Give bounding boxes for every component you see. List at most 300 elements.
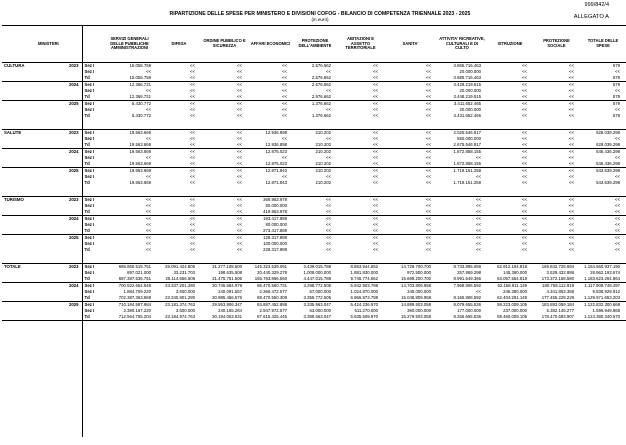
value-cell: <<: [189, 94, 196, 99]
value-cell: <<: [487, 130, 533, 137]
value-cell: <<: [580, 235, 626, 242]
value-cell: <<: [325, 228, 332, 233]
value-cell: 710.184.587.984: [102, 302, 157, 309]
value-cell: 165.763.866.560: [254, 276, 288, 281]
value-cell: <<: [425, 174, 432, 179]
value-cell: <<: [102, 197, 157, 204]
year-cell: 2024: [66, 149, 82, 156]
value-cell: 14.889.503.058: [384, 302, 437, 309]
value-cell: <<: [325, 107, 332, 112]
value-cell: <<: [568, 228, 575, 233]
section-type: Sez I: [82, 130, 102, 137]
value-cell: <<: [372, 107, 379, 112]
section-type: Td: [82, 180, 102, 186]
value-cell: 23.181.374.763: [157, 302, 201, 309]
value-cell: <<: [293, 197, 337, 204]
value-cell: 1.129.971.653.203: [584, 295, 621, 300]
value-cell: <<: [325, 203, 332, 208]
value-cell: <<: [568, 75, 575, 80]
section-type: Td: [82, 209, 102, 216]
value-cell: <<: [337, 168, 384, 175]
value-cell: <<: [372, 241, 379, 246]
value-cell: <<: [281, 107, 288, 112]
value-cell: <<: [201, 101, 248, 108]
table-row: [2, 314, 626, 321]
value-cell: 20.000.000: [459, 69, 482, 74]
value-cell: 390.000.000: [407, 308, 432, 313]
value-cell: <<: [568, 113, 575, 118]
value-cell: 8.256.655.536: [437, 314, 487, 321]
value-cell: 50.000.000: [265, 203, 288, 208]
section-type: Sez I: [82, 82, 102, 89]
value-cell: 9.838.929.912: [592, 289, 621, 294]
value-cell: <<: [533, 149, 580, 156]
section-type: Sez I: [82, 222, 102, 228]
ministry-name: TURISMO: [2, 197, 66, 204]
value-cell: <<: [475, 289, 482, 294]
value-cell: <<: [521, 228, 528, 233]
value-cell: 3.431.652.465: [453, 113, 482, 118]
value-cell: <<: [372, 161, 379, 166]
value-cell: 57.000.000: [309, 289, 332, 294]
section-type: Sez I: [82, 241, 102, 247]
year-cell: [66, 314, 82, 321]
value-cell: <<: [248, 82, 293, 89]
value-cell: <<: [568, 241, 575, 246]
value-cell: <<: [475, 209, 482, 214]
value-cell: <<: [425, 142, 432, 147]
value-cell: <<: [425, 94, 432, 99]
value-cell: <<: [189, 222, 196, 227]
column-header: DIFESA: [157, 26, 201, 63]
value-cell: <<: [145, 107, 152, 112]
value-cell: 579: [580, 82, 626, 89]
value-cell: 3.529.432.888: [546, 270, 575, 275]
value-cell: <<: [568, 209, 575, 214]
value-cell: <<: [157, 216, 201, 223]
value-cell: <<: [281, 94, 288, 99]
value-cell: 5.424.236.970: [337, 302, 384, 309]
section-type: Td: [82, 161, 102, 168]
value-cell: <<: [568, 63, 575, 68]
value-cell: 1.183.623.264.864: [584, 276, 621, 281]
value-cell: <<: [236, 75, 243, 80]
value-cell: <<: [157, 235, 201, 242]
value-cell: 128.317.889: [248, 235, 293, 242]
value-cell: <<: [281, 75, 288, 80]
year-cell: 2024: [66, 283, 82, 290]
value-cell: <<: [384, 149, 437, 156]
value-cell: <<: [236, 88, 243, 93]
value-cell: <<: [189, 107, 196, 112]
spacer-cell: [2, 119, 626, 130]
value-cell: <<: [145, 174, 152, 179]
value-cell: 145.323.539.091: [248, 264, 293, 271]
value-cell: 5.430.772: [131, 113, 152, 118]
value-cell: 2.366.472.577: [259, 289, 288, 294]
value-cell: 650.000.000: [457, 136, 482, 141]
value-cell: 240.091.557: [218, 289, 243, 294]
value-cell: <<: [437, 235, 487, 242]
value-cell: 1.872.858.155: [453, 161, 482, 166]
value-cell: <<: [475, 155, 482, 160]
value-cell: <<: [521, 63, 528, 68]
value-cell: 30.194.063.631: [201, 314, 248, 321]
section-type: Td: [82, 113, 102, 119]
value-cell: <<: [337, 130, 384, 137]
value-cell: 20.000.000: [459, 88, 482, 93]
value-cell: <<: [614, 88, 621, 93]
value-cell: 1.881.830.000: [350, 270, 379, 275]
value-cell: <<: [568, 180, 575, 185]
group-spacer: [2, 253, 626, 264]
value-cell: 2.947.972.577: [259, 308, 288, 313]
section-type: Sez I: [82, 289, 102, 295]
section-type: Sez I: [82, 203, 102, 209]
value-cell: <<: [614, 222, 621, 227]
value-cell: 14.728.700.700: [384, 264, 437, 271]
value-cell: <<: [521, 136, 528, 141]
value-cell: 1.008.000.000: [303, 270, 332, 275]
value-cell: <<: [189, 161, 196, 166]
value-cell: <<: [145, 203, 152, 208]
value-cell: 1.719.151.258: [453, 180, 482, 185]
section-type: Td: [82, 228, 102, 235]
value-cell: <<: [425, 203, 432, 208]
section-type: Sez I: [82, 283, 102, 290]
value-cell: <<: [189, 155, 196, 160]
value-cell: <<: [236, 222, 243, 227]
value-cell: <<: [425, 180, 432, 185]
value-cell: <<: [145, 209, 152, 214]
value-cell: <<: [189, 63, 196, 68]
value-cell: <<: [521, 75, 528, 80]
value-cell: 7.968.806.592: [437, 283, 487, 290]
value-cell: <<: [487, 235, 533, 242]
value-cell: <<: [475, 222, 482, 227]
value-cell: <<: [325, 174, 332, 179]
value-cell: <<: [568, 142, 575, 147]
value-cell: 6.966.873.798: [350, 295, 379, 300]
value-cell: 100.000.000: [263, 241, 288, 246]
value-cell: <<: [372, 88, 379, 93]
value-cell: <<: [487, 168, 533, 175]
value-cell: <<: [437, 216, 487, 223]
value-cell: <<: [189, 228, 196, 233]
value-cell: <<: [236, 69, 243, 74]
value-cell: <<: [372, 142, 379, 147]
value-cell: <<: [189, 247, 196, 252]
value-cell: 62.404.291.149: [497, 295, 528, 300]
value-cell: 178.470.693.907: [533, 314, 580, 321]
value-cell: 87.615.425.445: [248, 314, 293, 321]
value-cell: 30.745.584.979: [201, 283, 248, 290]
value-cell: 579: [612, 75, 621, 80]
value-cell: <<: [145, 136, 152, 141]
value-cell: 1.122.832.300.668: [580, 302, 626, 309]
value-cell: <<: [475, 174, 482, 179]
value-cell: 3.335.563.047: [293, 302, 337, 309]
value-cell: 9.745.774.662: [350, 276, 379, 281]
value-cell: <<: [425, 88, 432, 93]
value-cell: <<: [325, 241, 332, 246]
value-cell: <<: [568, 107, 575, 112]
value-cell: 31.277.108.600: [201, 264, 248, 271]
value-cell: <<: [521, 222, 528, 227]
value-cell: <<: [201, 197, 248, 204]
value-cell: 8.733.885.059: [437, 264, 487, 271]
value-cell: <<: [521, 113, 528, 118]
value-cell: 210.202: [293, 168, 337, 175]
value-cell: 257.869.298: [457, 270, 482, 275]
section-type: Sez I: [82, 270, 102, 276]
value-cell: 29.953.906.347: [201, 302, 248, 309]
column-header: ORDINE PUBBLICO E SICUREZZA: [201, 26, 248, 63]
value-cell: 1.719.151.258: [437, 168, 487, 175]
value-cell: <<: [145, 222, 152, 227]
value-cell: <<: [201, 168, 248, 175]
column-header: PROTEZIONE DELL'AMBIENTE: [293, 26, 337, 63]
value-cell: <<: [102, 235, 157, 242]
value-cell: 3.885.716.463: [453, 75, 482, 80]
value-cell: <<: [425, 155, 432, 160]
value-cell: 2.675.546.917: [453, 142, 482, 147]
value-cell: 86.470.560.731: [248, 283, 293, 290]
value-cell: <<: [521, 88, 528, 93]
value-cell: <<: [521, 241, 528, 246]
value-cell: 12.936.898: [265, 142, 288, 147]
value-cell: 28.962.193.674: [590, 270, 621, 275]
section-type: Sez I: [82, 149, 102, 156]
value-cell: 546.436.298: [580, 149, 626, 156]
value-cell: <<: [437, 197, 487, 204]
value-cell: 579: [612, 63, 621, 68]
value-cell: 33.231.703: [173, 270, 196, 275]
value-cell: 2.576.662: [293, 82, 337, 89]
value-cell: <<: [521, 107, 528, 112]
value-cell: <<: [614, 107, 621, 112]
value-cell: 31.475.751.506: [212, 276, 243, 281]
value-cell: 19.563.669: [102, 130, 157, 137]
value-cell: <<: [568, 155, 575, 160]
value-cell: <<: [145, 241, 152, 246]
value-cell: <<: [568, 174, 575, 179]
value-cell: 80.000.000: [265, 222, 288, 227]
value-cell: <<: [189, 75, 196, 80]
value-cell: <<: [521, 247, 528, 252]
value-cell: 63.057.554.818: [497, 276, 528, 281]
value-cell: <<: [337, 82, 384, 89]
value-cell: 702.387.363.868: [118, 295, 152, 300]
document-reference: 999/842/4: [584, 2, 609, 8]
section-type: Sez I: [82, 69, 102, 75]
table-header-row: [2, 26, 626, 63]
section-type: Sez I: [82, 174, 102, 180]
section-type: Sez I: [82, 168, 102, 175]
section-type: Sez I: [82, 264, 102, 271]
value-cell: <<: [281, 113, 288, 118]
value-cell: <<: [384, 197, 437, 204]
value-cell: <<: [568, 88, 575, 93]
value-cell: <<: [189, 88, 196, 93]
value-cell: <<: [325, 209, 332, 214]
value-cell: 12.871.843: [265, 180, 288, 185]
value-cell: 210.202: [315, 180, 332, 185]
year-cell: 2023: [68, 63, 79, 68]
value-cell: 273.417.889: [263, 228, 288, 233]
value-cell: 8.079.655.536: [437, 302, 487, 309]
value-cell: 198.635.508: [218, 270, 243, 275]
value-cell: <<: [145, 228, 152, 233]
value-cell: <<: [425, 161, 432, 166]
value-cell: <<: [236, 209, 243, 214]
value-cell: <<: [475, 203, 482, 208]
value-cell: <<: [248, 101, 293, 108]
value-cell: 15.055.759: [129, 63, 152, 68]
value-cell: 23.184.974.763: [157, 314, 201, 321]
value-cell: 1.024.870.000: [350, 289, 379, 294]
value-cell: <<: [475, 247, 482, 252]
value-cell: <<: [236, 228, 243, 233]
value-cell: <<: [384, 101, 437, 108]
value-cell: 369.963.978: [248, 197, 293, 204]
value-cell: 169.842.725.694: [533, 264, 580, 271]
value-cell: 686.860.515.751: [102, 264, 157, 271]
column-header: AFFARI ECONOMICI: [248, 26, 293, 63]
value-cell: <<: [372, 155, 379, 160]
value-cell: 180.758.112.918: [533, 283, 580, 290]
section-type: Sez I: [82, 235, 102, 242]
value-cell: <<: [293, 216, 337, 223]
value-cell: <<: [325, 69, 332, 74]
spacer-cell: [2, 186, 626, 197]
value-cell: 25.091.424.805: [157, 264, 201, 271]
value-cell: <<: [384, 82, 437, 89]
value-cell: <<: [293, 235, 337, 242]
value-cell: 59.223.009.105: [487, 302, 533, 309]
value-cell: 19.563.669: [129, 161, 152, 166]
value-cell: <<: [201, 216, 248, 223]
value-cell: <<: [157, 197, 201, 204]
value-cell: <<: [236, 63, 243, 68]
table-body: [2, 63, 626, 321]
section-type: Sez I: [82, 302, 102, 309]
value-cell: <<: [189, 209, 196, 214]
column-header: SERVIZI GENERALI DELLE PUBBLICHE AMMINISTRAZIONI: [102, 26, 157, 63]
value-cell: <<: [521, 94, 528, 99]
value-cell: 59.460.009.105: [487, 314, 533, 321]
value-cell: 579: [612, 94, 621, 99]
value-cell: 25.114.656.508: [165, 276, 196, 281]
section-type: Td: [82, 75, 102, 82]
value-cell: <<: [236, 113, 243, 118]
value-cell: 3.355.772.505: [303, 295, 332, 300]
value-cell: <<: [325, 247, 332, 252]
value-cell: 145.360.000: [503, 270, 528, 275]
value-cell: <<: [614, 155, 621, 160]
section-type: Sez I: [82, 107, 102, 113]
value-cell: 15.279.503.058: [384, 314, 437, 321]
year-cell: 2024: [66, 82, 82, 89]
section-type: Sez I: [82, 308, 102, 314]
value-cell: <<: [580, 216, 626, 223]
page-title: RIPARTIZIONE DELLE SPESE PER MINISTERO E DIVISIONI COFOG - BILANCIO DI COMPETENZA TRIENNALE 2023 - 2025: [169, 11, 471, 17]
value-cell: 23.337.201.280: [157, 283, 201, 290]
value-cell: <<: [201, 130, 248, 137]
value-cell: <<: [384, 168, 437, 175]
value-cell: <<: [145, 69, 152, 74]
value-cell: <<: [337, 197, 384, 204]
value-cell: <<: [145, 247, 152, 252]
value-cell: <<: [201, 82, 248, 89]
value-cell: <<: [281, 63, 288, 68]
value-cell: <<: [533, 197, 580, 204]
value-cell: <<: [568, 247, 575, 252]
value-cell: 63.000.000: [309, 308, 332, 313]
value-cell: <<: [372, 94, 379, 99]
value-cell: <<: [384, 130, 437, 137]
value-cell: <<: [425, 241, 432, 246]
value-cell: <<: [236, 247, 243, 252]
value-cell: <<: [189, 136, 196, 141]
value-cell: <<: [533, 168, 580, 175]
value-cell: 3.298.772.505: [293, 283, 337, 290]
value-cell: 628.039.298: [596, 142, 621, 147]
value-cell: 12.871.843: [248, 168, 293, 175]
value-cell: <<: [281, 69, 288, 74]
value-cell: 1.117.908.748.497: [580, 283, 626, 290]
value-cell: <<: [145, 155, 152, 160]
value-cell: 2.576.662: [311, 94, 332, 99]
year-cell: 2025: [66, 235, 82, 242]
group-spacer: [2, 186, 626, 197]
value-cell: <<: [487, 82, 533, 89]
value-cell: <<: [337, 216, 384, 223]
value-cell: 5.942.903.798: [337, 283, 384, 290]
value-cell: <<: [614, 136, 621, 141]
value-cell: 210.202: [315, 142, 332, 147]
value-cell: 687.387.536.751: [118, 276, 152, 281]
value-cell: <<: [425, 136, 432, 141]
value-cell: <<: [425, 209, 432, 214]
value-cell: 3.398.563.047: [293, 314, 337, 321]
value-cell: <<: [425, 113, 432, 118]
value-cell: 3.439.015.788: [293, 264, 337, 271]
value-cell: <<: [189, 241, 196, 246]
value-cell: <<: [372, 113, 379, 118]
value-cell: 579: [612, 113, 621, 118]
group-spacer: [2, 119, 626, 130]
value-cell: <<: [614, 174, 621, 179]
value-cell: <<: [337, 235, 384, 242]
value-cell: 712.564.755.204: [102, 314, 157, 321]
value-cell: 210.202: [293, 149, 337, 156]
value-cell: 19.563.669: [102, 149, 157, 156]
value-cell: <<: [614, 241, 621, 246]
value-cell: 12.875.023: [248, 149, 293, 156]
value-cell: 23.340.801.280: [165, 295, 196, 300]
ministry-name: TOTALE: [2, 264, 66, 271]
value-cell: 972.500.000: [407, 270, 432, 275]
value-cell: 2.576.662: [311, 63, 332, 68]
value-cell: 2.025.546.917: [437, 130, 487, 137]
value-cell: <<: [189, 180, 196, 185]
value-cell: 5.430.772: [102, 101, 157, 108]
section-type: Td: [82, 247, 102, 253]
value-cell: <<: [281, 136, 288, 141]
value-cell: 5.382.145.277: [546, 308, 575, 313]
value-cell: <<: [533, 130, 580, 137]
